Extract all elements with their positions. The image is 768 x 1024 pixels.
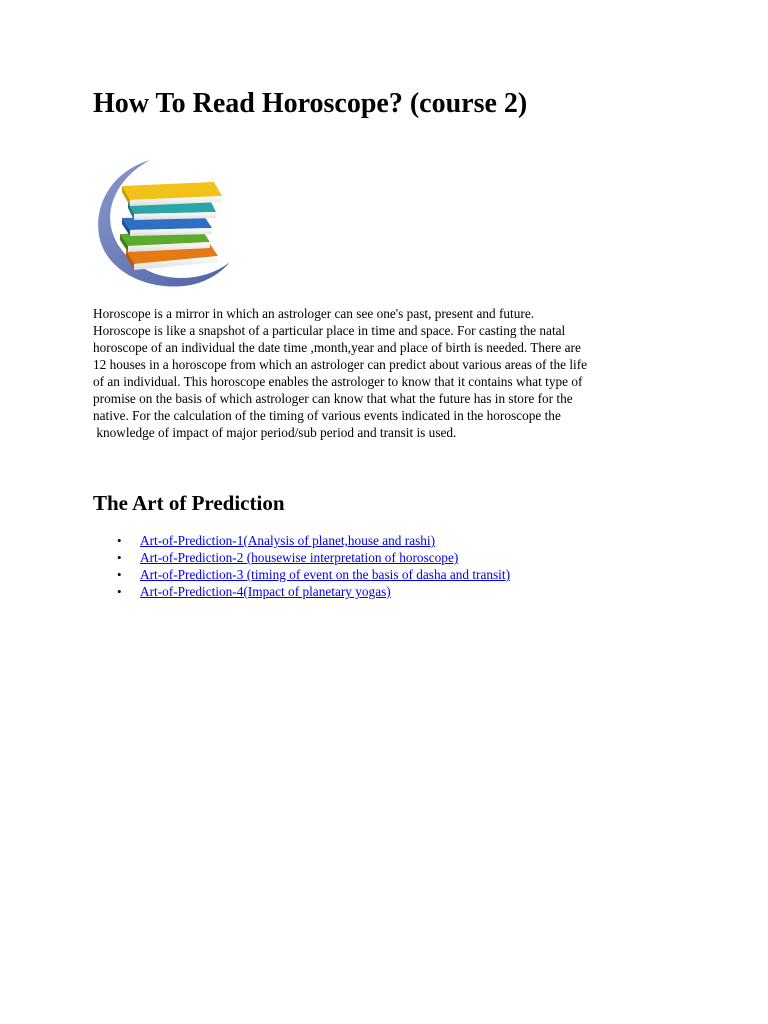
art-of-prediction-1-link[interactable]: Art-of-Prediction-1(Analysis of planet,house and rashi) (140, 533, 436, 548)
intro-line: native. For the calculation of the timing of various events indicated in the horoscope the (93, 408, 561, 423)
bullet-icon: • (117, 584, 122, 599)
list-item (93, 532, 510, 549)
intro-line: Horoscope is like a snapshot of a particular place in time and space. For casting the natal (93, 323, 566, 338)
intro-line: horoscope of an individual the date time ,month,year and place of birth is needed. There are (93, 340, 581, 355)
bullet-icon: • (117, 533, 122, 548)
list-item (93, 549, 510, 566)
stacked-books-icon (92, 158, 238, 290)
bullet-icon: • (117, 550, 122, 565)
intro-paragraph (93, 305, 683, 441)
list-item (93, 583, 510, 600)
list-item (93, 566, 510, 583)
art-of-prediction-2-link[interactable]: Art-of-Prediction-2 (housewise interpretation of horoscope) (140, 550, 459, 565)
prediction-link-list (93, 532, 510, 600)
intro-line: of an individual. This horoscope enables the astrologer to know that it contains what type of (93, 374, 583, 389)
intro-line: knowledge of impact of major period/sub period and transit is used. (93, 425, 457, 440)
art-of-prediction-4-link[interactable]: Art-of-Prediction-4(Impact of planetary yogas) (140, 584, 391, 599)
intro-line: 12 houses in a horoscope from which an astrologer can predict about various areas of the life (93, 357, 588, 372)
intro-line: Horoscope is a mirror in which an astrologer can see one's past, present and future. (93, 306, 535, 321)
section-title: The Art of Prediction (93, 491, 285, 515)
intro-line: promise on the basis of which astrologer can know that what the future has in store for the (93, 391, 573, 406)
bullet-icon: • (117, 567, 122, 582)
art-of-prediction-3-link[interactable]: Art-of-Prediction-3 (timing of event on the basis of dasha and transit) (140, 567, 511, 582)
page-title: How To Read Horoscope? (course 2) (93, 88, 528, 119)
